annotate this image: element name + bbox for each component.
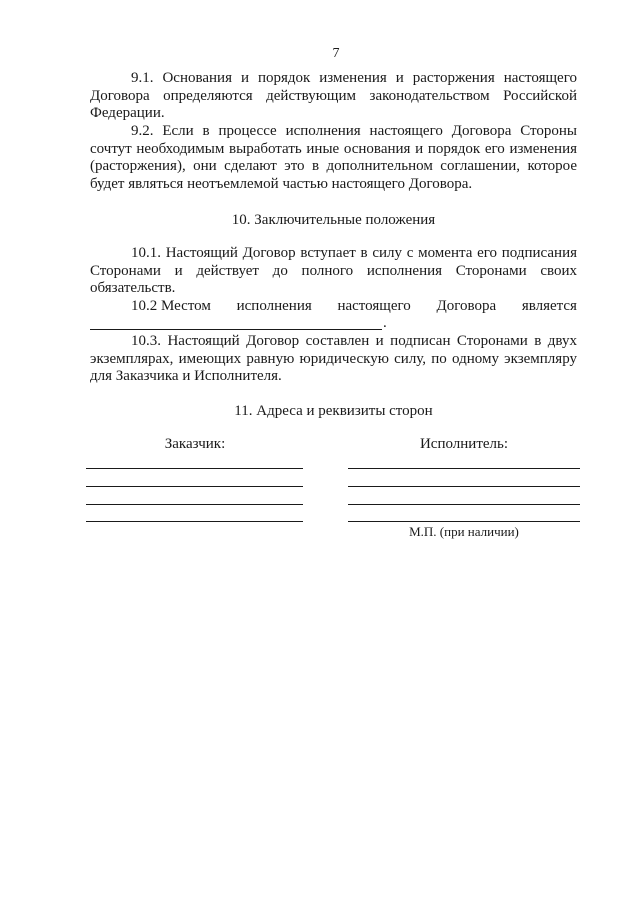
place-of-performance-period: . (383, 315, 387, 331)
contractor-requisites-line (348, 486, 580, 487)
contractor-label: Исполнитель: (419, 436, 509, 452)
paragraph-10-1: 10.1. Настоящий Договор вступает в силу с момента его подписания Сторонами и действует до полного исполнения Сторонами своих обязательств. (90, 245, 577, 296)
contractor-requisites-line (348, 504, 580, 505)
contractor-requisites-line (348, 468, 580, 469)
paragraph-10-2-word: 10.2 Местом (131, 298, 211, 314)
paragraph-9-1: 9.1. Основания и порядок изменения и расторжения настоящего Договора определяются действующим законодательством Российской Федерации. (90, 70, 577, 121)
section-10-heading: 10. Заключительные положения (231, 212, 436, 228)
paragraph-9-2: 9.2. Если в процессе исполнения настоящего Договора Стороны сочтут необходимым выработать иные основания и порядок его изменения (расторжения), они сделают это в дополнительном соглашении, которое будет являться неотъемлемой частью настоящего Договора. (90, 123, 577, 192)
page-number: 7 (332, 46, 340, 61)
customer-signature-line (86, 521, 303, 522)
customer-label: Заказчик: (164, 436, 226, 452)
customer-requisites-line (86, 486, 303, 487)
paragraph-10-2-word: исполнения (236, 298, 312, 314)
stamp-note: М.П. (при наличии) (409, 524, 519, 539)
paragraph-10-2-word: настоящего (337, 298, 411, 314)
paragraph-10-3: 10.3. Настоящий Договор составлен и подписан Сторонами в двух экземплярах, имеющих равную юридическую силу, по одному экземпляру для Заказчика и Исполнителя. (90, 333, 577, 384)
contractor-signature-line (348, 521, 580, 522)
paragraph-10-2-word: Договора (436, 298, 497, 314)
paragraph-10-2 (131, 298, 577, 316)
customer-requisites-line (86, 468, 303, 469)
place-of-performance-blank (90, 329, 382, 330)
customer-requisites-line (86, 504, 303, 505)
section-11-heading: 11. Адреса и реквизиты сторон (234, 403, 433, 419)
paragraph-10-2-word: является (521, 298, 577, 314)
